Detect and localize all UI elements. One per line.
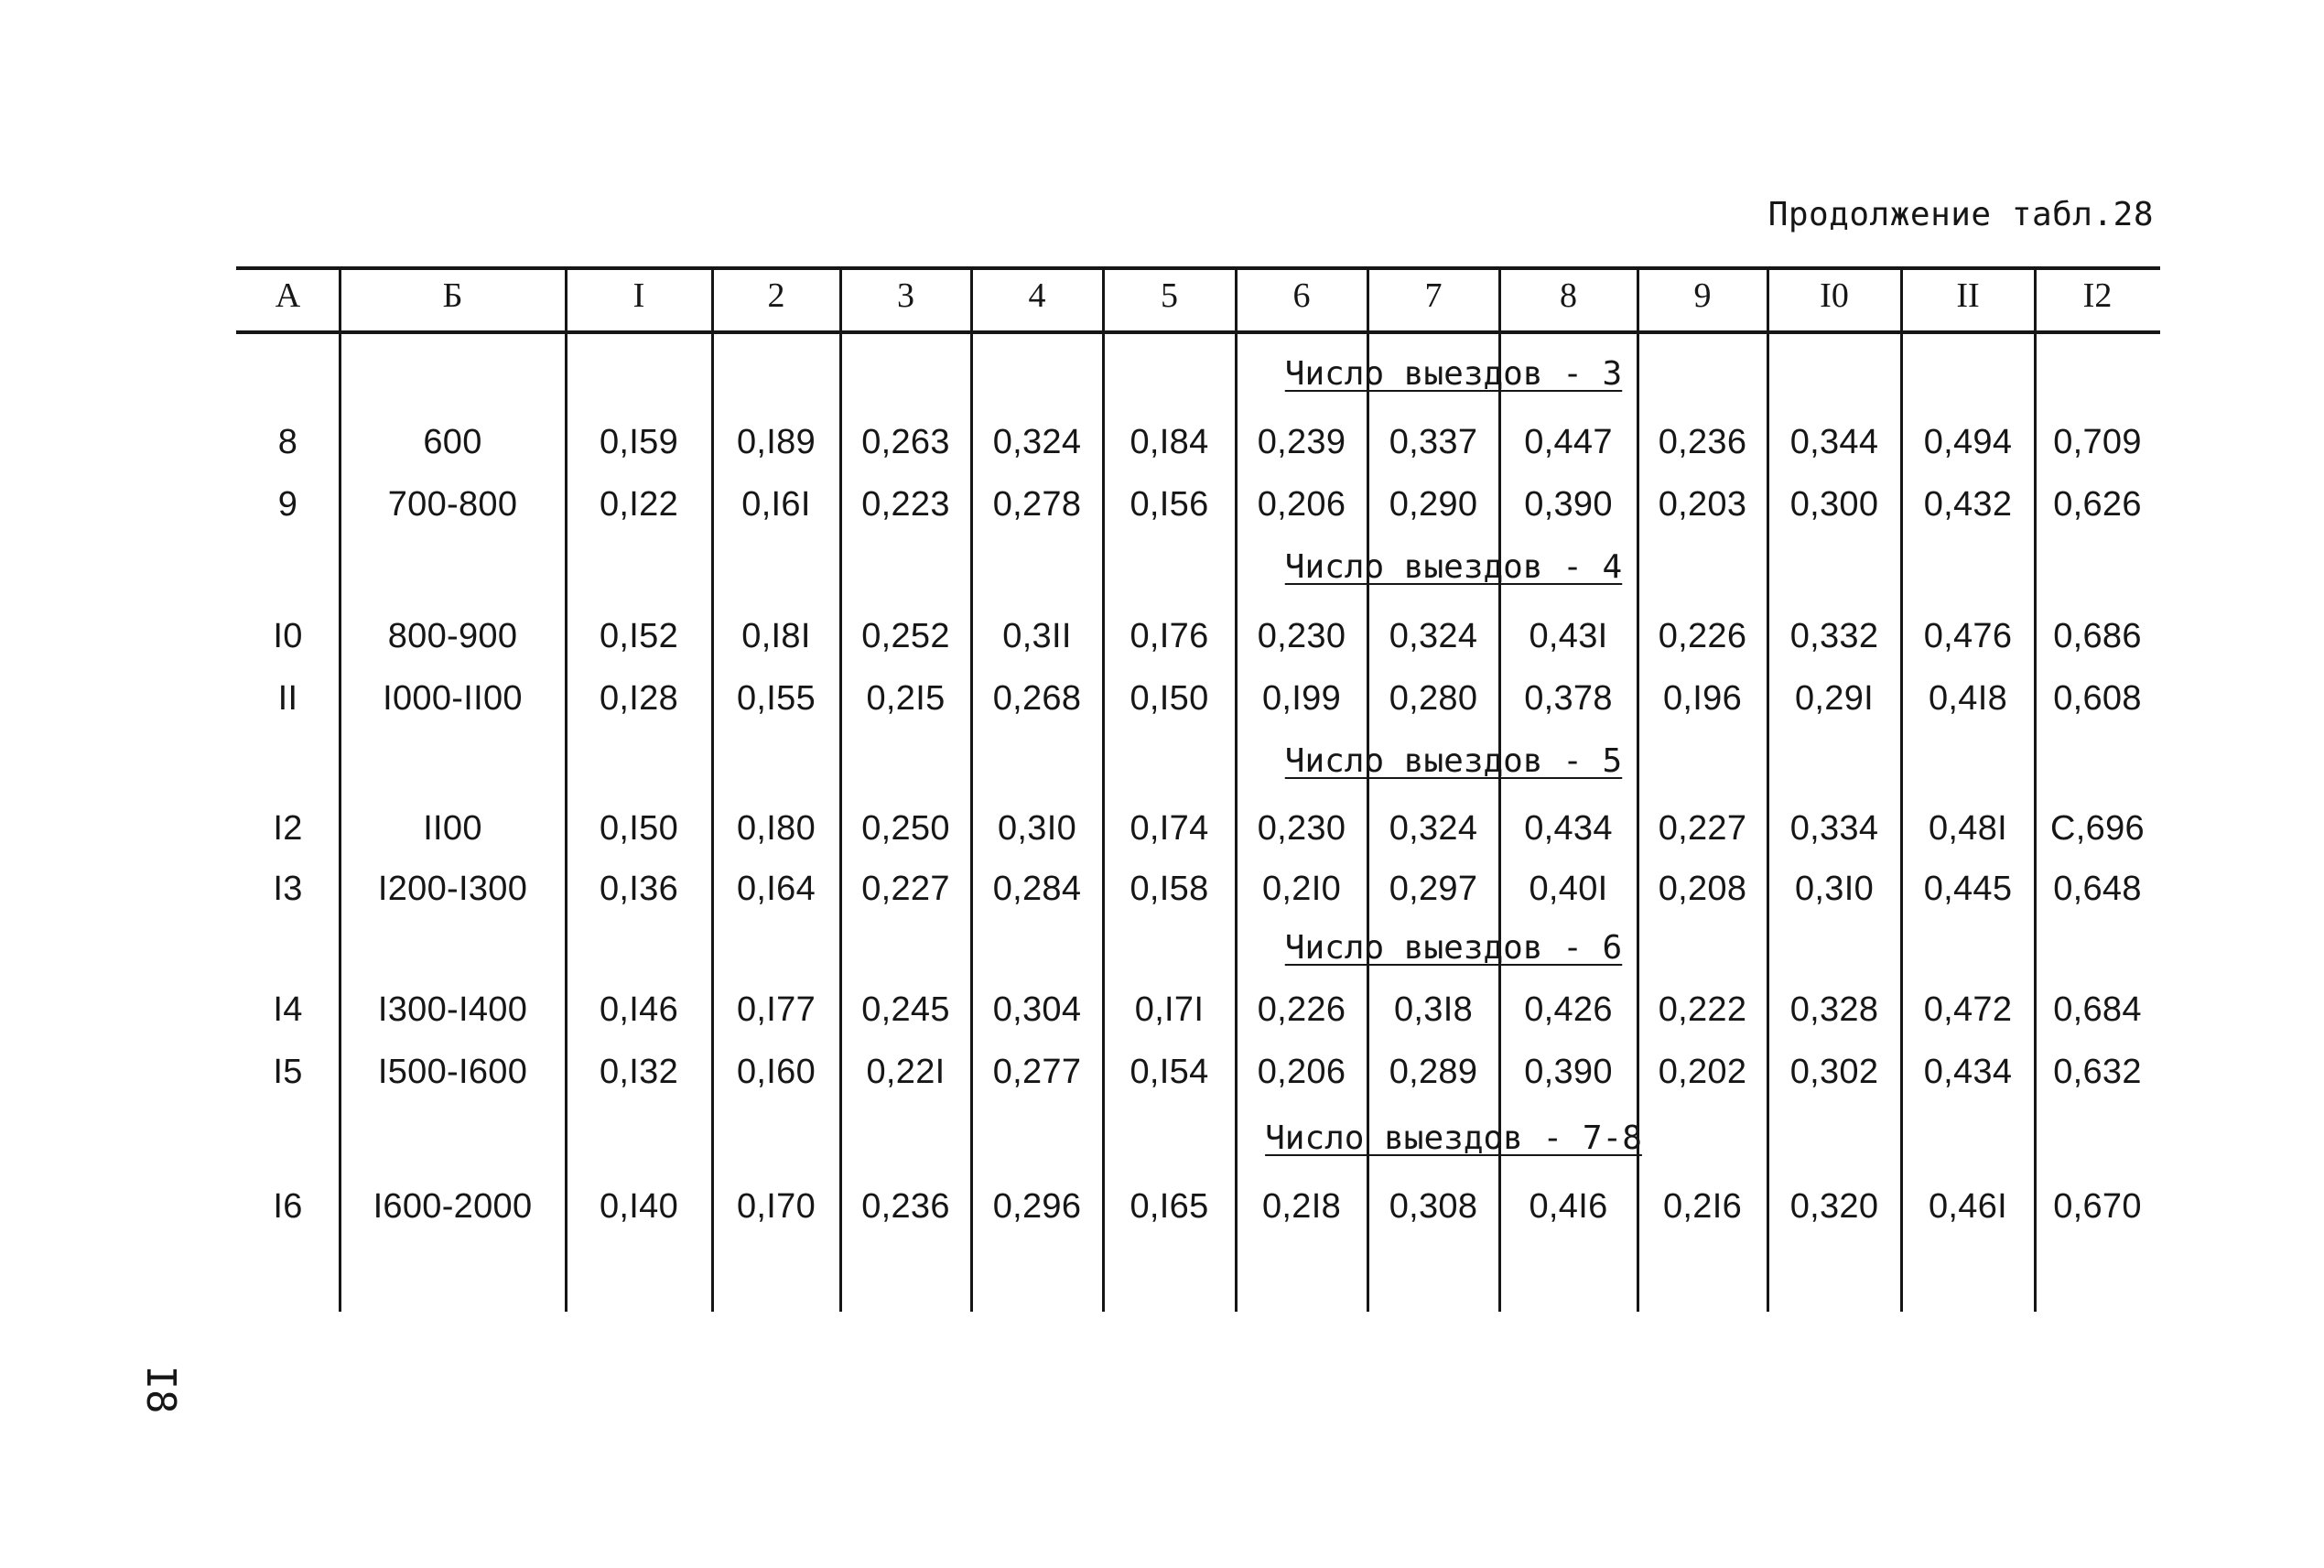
table-cell: 0,I40 [599, 1187, 679, 1226]
table-cell: 0,344 [1789, 423, 1879, 461]
table-cell: 0,297 [1389, 870, 1478, 908]
table-cell: 0,277 [992, 1053, 1082, 1091]
table-cell: 0,686 [2053, 617, 2142, 655]
row-range: I200-I300 [377, 870, 528, 908]
table-cell: 0,390 [1524, 1053, 1613, 1091]
section-heading-text: Число выездов - 7-8 [1265, 1119, 1642, 1157]
section-heading-text: Число выездов - 4 [1284, 548, 1623, 586]
table-cell: 0,I55 [736, 679, 816, 718]
table-caption: Продолжение табл.28 [1767, 196, 2154, 233]
table-cell: 0,445 [1923, 870, 2013, 908]
table-cell: 0,230 [1257, 809, 1346, 848]
row-range: 700-800 [387, 485, 518, 524]
section-heading [1216, 740, 1692, 784]
table-cell: 0,226 [1257, 990, 1346, 1029]
table-cell: 0,250 [861, 809, 950, 848]
table-cell: 0,222 [1658, 990, 1747, 1029]
table-cell: 0,I65 [1130, 1187, 1209, 1226]
table-cell: 0,I54 [1130, 1053, 1209, 1091]
table-cell: 0,494 [1923, 423, 2013, 461]
table-cell: 0,I52 [599, 617, 679, 655]
table-cell: 0,337 [1389, 423, 1478, 461]
table-cell: 0,334 [1789, 809, 1879, 848]
table-cell: 0,684 [2053, 990, 2142, 1029]
row-range: 600 [423, 423, 482, 461]
table-cell: 0,3II [1002, 617, 1072, 655]
column-header: 7 [1424, 276, 1443, 315]
table-cell: 0,I76 [1130, 617, 1209, 655]
table-cell: 0,632 [2053, 1053, 2142, 1091]
table-top-rule [236, 266, 2160, 270]
table-cell: 0,I22 [599, 485, 679, 524]
table-cell: 0,302 [1789, 1053, 1879, 1091]
row-range: 800-900 [387, 617, 518, 655]
table-cell: 0,I50 [1130, 679, 1209, 718]
column-header: 3 [897, 276, 914, 315]
table-cell: 0,I89 [736, 423, 816, 461]
coefficient-table [236, 266, 2160, 1312]
row-label: I2 [273, 809, 303, 848]
table-cell: 0,626 [2053, 485, 2142, 524]
table-cell: 0,I46 [599, 990, 679, 1029]
column-header: 8 [1560, 276, 1577, 315]
section-heading [1216, 1117, 1692, 1161]
table-cell: 0,4I8 [1928, 679, 2008, 718]
table-cell: 0,22I [866, 1053, 946, 1091]
table-cell: 0,I77 [736, 990, 816, 1029]
table-cell: 0,227 [861, 870, 950, 908]
table-cell: 0,2I6 [1662, 1187, 1743, 1226]
table-cell: 0,324 [992, 423, 1082, 461]
table-cell: 0,3I8 [1393, 990, 1474, 1029]
table-cell: 0,I84 [1130, 423, 1209, 461]
table-cell: 0,308 [1389, 1187, 1478, 1226]
table-cell: 0,252 [861, 617, 950, 655]
table-cell: 0,236 [1658, 423, 1747, 461]
table-cell: 0,4I6 [1529, 1187, 1608, 1226]
table-cell: 0,208 [1658, 870, 1747, 908]
table-cell: 0,648 [2053, 870, 2142, 908]
table-cell: 0,268 [992, 679, 1082, 718]
row-label: I4 [273, 990, 303, 1029]
column-header: А [275, 276, 301, 315]
table-cell: 0,I60 [736, 1053, 816, 1091]
table-cell: 0,I56 [1130, 485, 1209, 524]
table-cell: 0,390 [1524, 485, 1613, 524]
table-cell: 0,324 [1389, 617, 1478, 655]
table-cell: 0,I64 [736, 870, 816, 908]
column-header: 4 [1028, 276, 1046, 315]
table-cell: 0,284 [992, 870, 1082, 908]
row-label: I5 [273, 1053, 303, 1091]
table-cell: 0,40I [1529, 870, 1608, 908]
table-cell: 0,2I0 [1261, 870, 1342, 908]
table-cell: 0,46I [1928, 1187, 2008, 1226]
table-cell: 0,I8I [741, 617, 811, 655]
table-cell: 0,3I0 [1794, 870, 1875, 908]
table-cell: 0,I96 [1662, 679, 1743, 718]
section-heading-text: Число выездов - 3 [1284, 355, 1623, 393]
row-range: I500-I600 [377, 1053, 528, 1091]
row-label: I6 [273, 1187, 303, 1226]
table-cell: 0,432 [1923, 485, 2013, 524]
section-heading [1216, 546, 1692, 589]
column-header: I2 [2082, 276, 2113, 315]
table-cell: 0,328 [1789, 990, 1879, 1029]
table-cell: 0,I58 [1130, 870, 1209, 908]
section-heading [1216, 352, 1692, 396]
header-bottom-rule [236, 330, 2160, 334]
table-cell: 0,I36 [599, 870, 679, 908]
row-range: I300-I400 [377, 990, 528, 1029]
section-heading-text: Число выездов - 6 [1284, 929, 1623, 967]
section-heading-text: Число выездов - 5 [1284, 742, 1623, 780]
column-header: Б [442, 276, 463, 315]
column-header: 5 [1161, 276, 1178, 315]
table-cell: 0,48I [1928, 809, 2008, 848]
table-cell: 0,227 [1658, 809, 1747, 848]
table-cell: 0,304 [992, 990, 1082, 1029]
row-label: 9 [277, 485, 298, 524]
table-cell: 0,332 [1789, 617, 1879, 655]
table-cell: 0,203 [1658, 485, 1747, 524]
table-cell: 0,263 [861, 423, 950, 461]
row-label: I3 [273, 870, 303, 908]
table-cell: 0,I32 [599, 1053, 679, 1091]
row-range: I000-II00 [383, 679, 523, 718]
table-cell: 0,447 [1524, 423, 1613, 461]
table-cell: 0,3I0 [997, 809, 1077, 848]
table-cell: 0,426 [1524, 990, 1613, 1029]
table-cell: 0,206 [1257, 485, 1346, 524]
table-cell: 0,278 [992, 485, 1082, 524]
table-cell: 0,300 [1789, 485, 1879, 524]
row-label: 8 [277, 423, 298, 461]
table-cell: 0,378 [1524, 679, 1613, 718]
table-cell: 0,236 [861, 1187, 950, 1226]
table-cell: 0,I70 [736, 1187, 816, 1226]
table-cell: 0,I99 [1261, 679, 1342, 718]
column-header: I [632, 276, 645, 315]
table-cell: 0,206 [1257, 1053, 1346, 1091]
row-range: I600-2000 [373, 1187, 533, 1226]
table-cell: 0,I80 [736, 809, 816, 848]
table-cell: 0,226 [1658, 617, 1747, 655]
table-cell: 0,I50 [599, 809, 679, 848]
table-cell: 0,230 [1257, 617, 1346, 655]
table-cell: 0,296 [992, 1187, 1082, 1226]
table-cell: 0,434 [1923, 1053, 2013, 1091]
table-cell: 0,202 [1658, 1053, 1747, 1091]
table-cell: 0,608 [2053, 679, 2142, 718]
page-number: I8 [137, 1365, 184, 1414]
table-cell: 0,I59 [599, 423, 679, 461]
table-cell: 0,223 [861, 485, 950, 524]
table-cell: 0,324 [1389, 809, 1478, 848]
table-cell: 0,289 [1389, 1053, 1478, 1091]
table-cell: 0,43I [1529, 617, 1608, 655]
column-header: 9 [1693, 276, 1712, 315]
table-cell: 0,476 [1923, 617, 2013, 655]
table-cell: 0,670 [2053, 1187, 2142, 1226]
row-label: I0 [273, 617, 303, 655]
table-cell: 0,709 [2053, 423, 2142, 461]
table-cell: 0,290 [1389, 485, 1478, 524]
table-cell: 0,I74 [1130, 809, 1209, 848]
table-cell: 0,29I [1794, 679, 1875, 718]
table-cell: 0,2I8 [1261, 1187, 1342, 1226]
column-header: II [1956, 276, 1980, 315]
table-cell: 0,320 [1789, 1187, 1879, 1226]
column-header: I0 [1820, 276, 1849, 315]
table-cell: 0,2I5 [866, 679, 946, 718]
table-cell: 0,245 [861, 990, 950, 1029]
row-range: II00 [423, 809, 482, 848]
table-cell: 0,I6I [741, 485, 811, 524]
row-label: II [277, 679, 298, 718]
table-cell: 0,I7I [1134, 990, 1205, 1029]
column-header: 2 [767, 276, 785, 315]
column-header: 6 [1292, 276, 1311, 315]
table-cell: 0,472 [1923, 990, 2013, 1029]
section-heading [1216, 926, 1692, 970]
table-cell: 0,I28 [599, 679, 679, 718]
table-cell: 0,434 [1524, 809, 1613, 848]
table-cell: С,696 [2050, 809, 2145, 848]
table-cell: 0,239 [1257, 423, 1346, 461]
table-cell: 0,280 [1389, 679, 1478, 718]
